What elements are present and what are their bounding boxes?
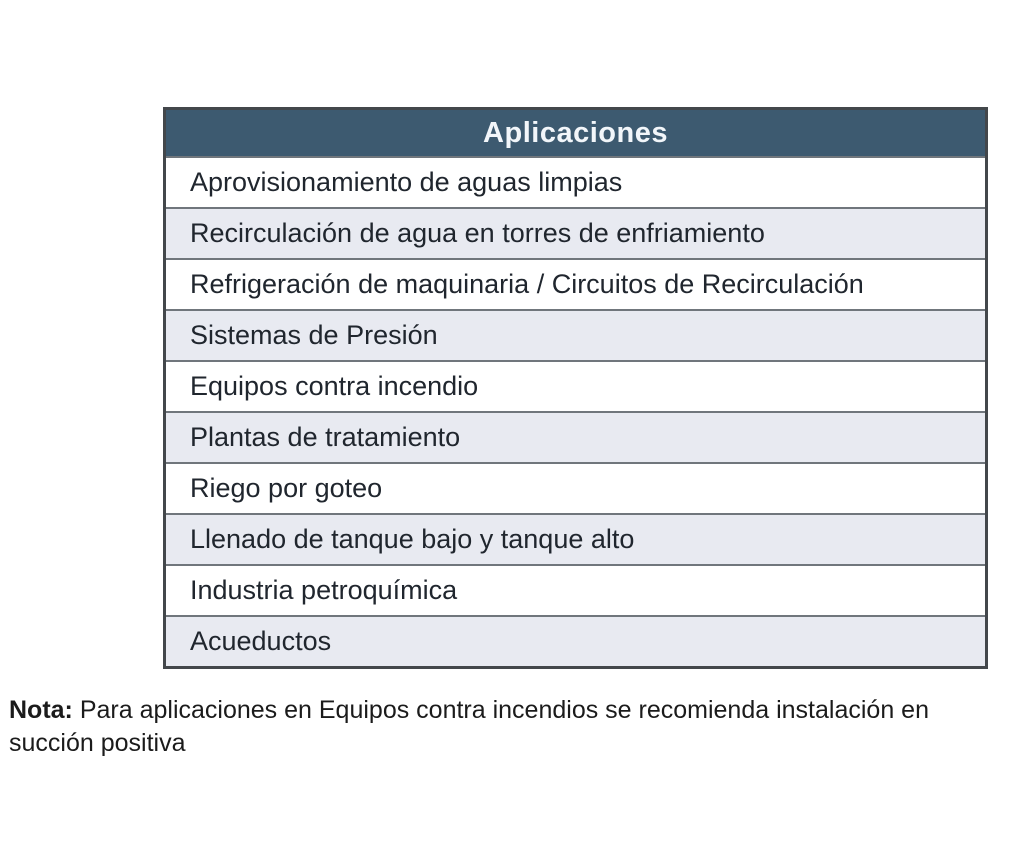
table-row — [166, 309, 985, 360]
table-header — [166, 110, 985, 156]
applications-table-body — [166, 156, 985, 666]
table-row-label: Riego por goteo — [190, 473, 383, 503]
applications-table — [163, 107, 988, 669]
table-row-label: Recirculación de agua en torres de enfriamiento — [190, 218, 765, 248]
table-row — [166, 462, 985, 513]
table-row-label: Equipos contra incendio — [190, 371, 479, 401]
table-row-label: Llenado de tanque bajo y tanque alto — [190, 524, 635, 554]
table-row — [166, 360, 985, 411]
table-row-label: Refrigeración de maquinaria / Circuitos de Recirculación — [190, 269, 864, 299]
table-row-label: Aprovisionamiento de aguas limpias — [190, 167, 623, 197]
table-row — [166, 258, 985, 309]
table-row-label: Sistemas de Presión — [190, 320, 438, 350]
table-row-label: Industria petroquímica — [190, 575, 458, 605]
table-row — [166, 207, 985, 258]
table-row — [166, 564, 985, 615]
table-row — [166, 411, 985, 462]
table-row-label: Plantas de tratamiento — [190, 422, 461, 452]
table-row — [166, 156, 985, 207]
table-row-label: Acueductos — [190, 626, 332, 656]
note-text: Para aplicaciones en Equipos contra incendios se recomienda instalación en succión positiva — [9, 696, 929, 757]
note — [9, 694, 1017, 760]
table-row — [166, 615, 985, 666]
note-label: Nota: — [9, 696, 73, 724]
table-header-title: Aplicaciones — [483, 116, 668, 149]
table-row — [166, 513, 985, 564]
